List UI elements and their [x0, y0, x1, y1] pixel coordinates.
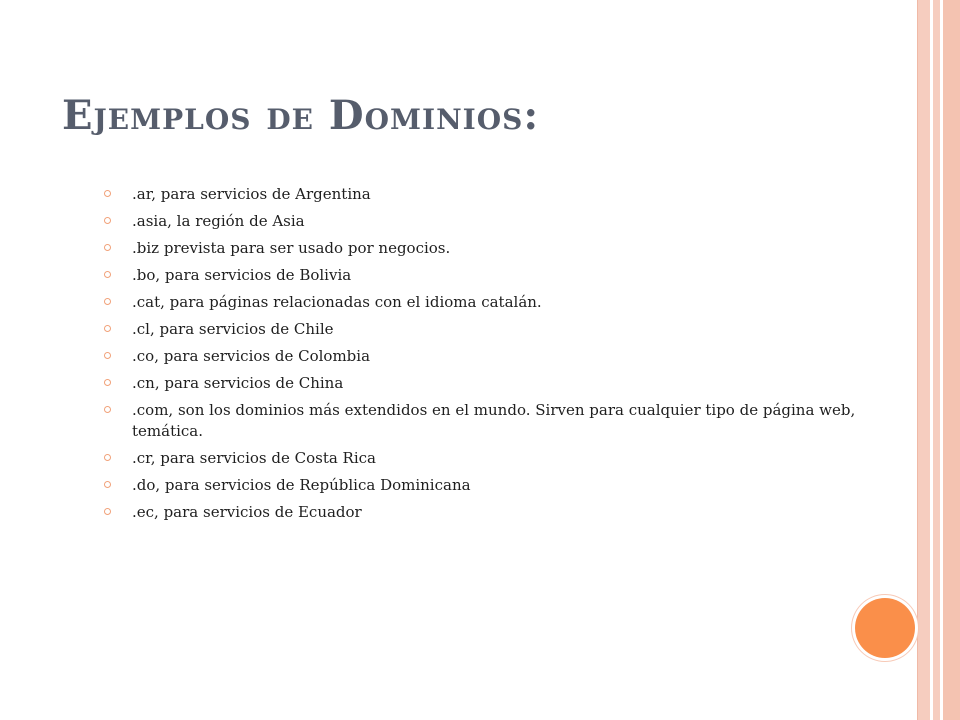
list-item-text: .ar, para servicios de Argentina [132, 185, 371, 203]
list-item-text: .co, para servicios de Colombia [132, 347, 371, 365]
list-item [104, 475, 884, 496]
slide-title: Ejemplos de Dominios: [62, 92, 540, 139]
list-item [104, 184, 884, 205]
list-item-text: .ec, para servicios de Ecuador [132, 503, 362, 521]
bullet-circle-icon [104, 325, 111, 332]
list-item-text: .cl, para servicios de Chile [132, 320, 334, 338]
list-item-text: .com, son los dominios más extendidos en el mundo. Sirven para cualquier tipo de página web, temática. [132, 401, 856, 440]
list-item-text: .do, para servicios de República Dominicana [132, 476, 471, 494]
list-item [104, 238, 884, 259]
list-item-text: .biz prevista para ser usado por negocios. [132, 239, 451, 257]
list-item-text: .bo, para servicios de Bolivia [132, 266, 352, 284]
list-item [104, 346, 884, 367]
bullet-circle-icon [104, 298, 111, 305]
list-item-text: .asia, la región de Asia [132, 212, 305, 230]
bullet-circle-icon [104, 454, 111, 461]
list-item [104, 319, 884, 340]
decorative-stripe [933, 0, 940, 720]
bullet-circle-icon [104, 271, 111, 278]
bullet-circle-icon [104, 379, 111, 386]
bullet-circle-icon [104, 244, 111, 251]
list-item [104, 265, 884, 286]
list-item [104, 211, 884, 232]
list-item-text: .cn, para servicios de China [132, 374, 344, 392]
list-item [104, 292, 884, 313]
bullet-circle-icon [104, 217, 111, 224]
list-item [104, 400, 884, 442]
bullet-list [104, 184, 884, 529]
decorative-circle-icon [855, 598, 915, 658]
bullet-circle-icon [104, 352, 111, 359]
decorative-stripe [918, 0, 930, 720]
bullet-circle-icon [104, 406, 111, 413]
list-item [104, 502, 884, 523]
bullet-circle-icon [104, 190, 111, 197]
decorative-stripe [943, 0, 960, 720]
list-item [104, 448, 884, 469]
list-item-text: .cat, para páginas relacionadas con el idioma catalán. [132, 293, 542, 311]
bullet-circle-icon [104, 508, 111, 515]
bullet-circle-icon [104, 481, 111, 488]
list-item-text: .cr, para servicios de Costa Rica [132, 449, 376, 467]
list-item [104, 373, 884, 394]
